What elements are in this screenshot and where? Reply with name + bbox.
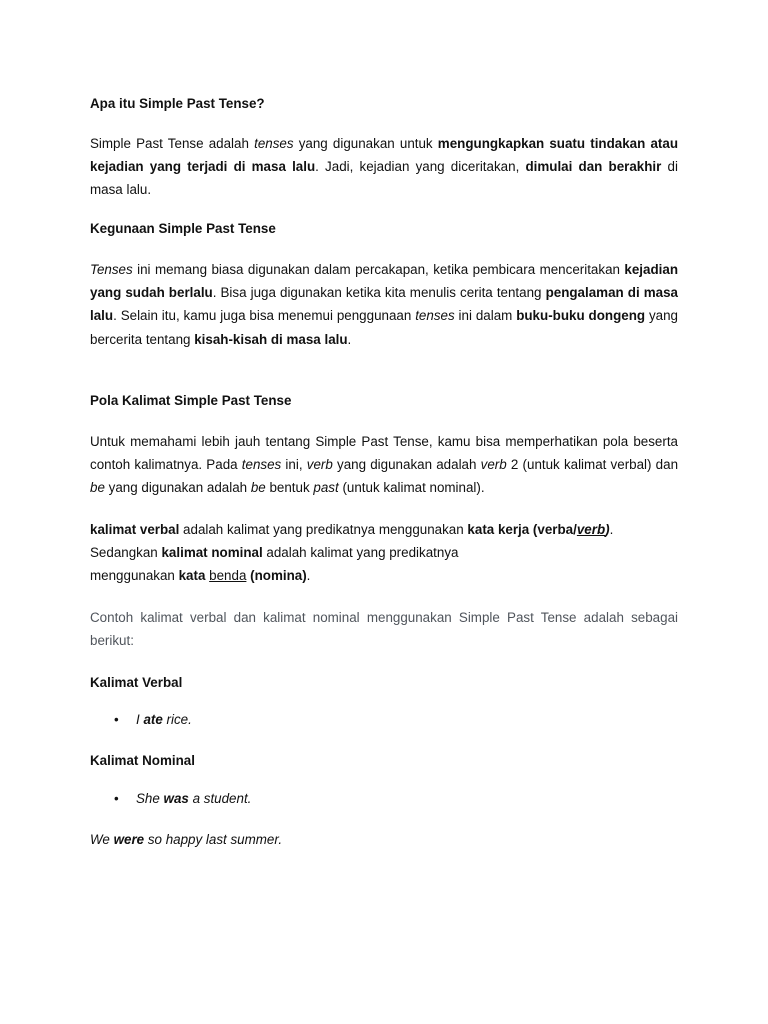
list-item — [90, 787, 678, 810]
text-run: yang digunakan untuk — [293, 136, 438, 151]
text-run: Tenses — [90, 262, 133, 277]
text-run: yang digunakan adalah — [104, 480, 251, 496]
text-run: di masa lalu — [90, 159, 678, 198]
text-line — [90, 518, 678, 541]
text-run: bentuk — [265, 480, 314, 496]
heading-kalimat-nominal: Kalimat Nominal — [90, 753, 195, 768]
text-run: be — [250, 480, 266, 496]
text-run: so happy last summer. — [144, 832, 283, 847]
text-run: menggunakan — [90, 568, 179, 584]
text-line — [90, 541, 678, 564]
text-run: ini dalam — [454, 308, 517, 324]
text-run: kata kerja (verba/ — [467, 522, 577, 537]
text-run: . — [147, 182, 152, 198]
text-run: 2 (untuk kalimat verbal) dan — [506, 457, 679, 473]
bullet-icon: • — [114, 791, 119, 806]
text-run: were — [113, 832, 145, 847]
text-run: mengungkapkan suatu tindakan atau kejadian yang terjadi di masa lalu — [90, 136, 678, 175]
text-run: rice. — [162, 712, 192, 727]
text-run: buku-buku dongeng — [516, 308, 646, 324]
text-run: . — [347, 331, 352, 347]
text-run: adalah kalimat yang predikatnya menggunakan — [179, 522, 468, 537]
heading-kalimat-verbal: Kalimat Verbal — [90, 675, 183, 690]
text-run: was — [163, 791, 189, 806]
paragraph-pola — [90, 430, 678, 500]
text-run: yang bercerita tentang — [90, 308, 678, 347]
text-run: ini, — [281, 457, 307, 473]
text-run: verb — [306, 457, 333, 473]
text-run: dimulai dan berakhir — [525, 159, 662, 175]
text-run: We — [90, 832, 114, 847]
paragraph-definition — [90, 132, 678, 202]
example-list-verbal — [90, 708, 678, 731]
text-run: . Jadi, kejadian yang diceritakan, — [315, 159, 526, 175]
text-run: yang digunakan adalah — [332, 457, 481, 473]
text-run: kalimat verbal — [90, 522, 180, 537]
text-run: (untuk kalimat nominal). — [338, 480, 485, 496]
text-run: . Bisa juga digunakan ketika kita menulis cerita tentang — [212, 285, 546, 301]
text-run: kisah-kisah di masa lalu — [194, 331, 348, 347]
text-run: kejadian yang sudah berlalu — [90, 262, 678, 301]
example-sentence-were — [90, 828, 678, 851]
text-run: Simple Past Tense adalah — [90, 136, 255, 151]
text-run: a student. — [188, 791, 252, 806]
text-run: ate — [143, 712, 163, 727]
text-run: adalah kalimat yang predikatnya — [262, 545, 459, 561]
text-run: verb — [480, 457, 507, 473]
list-item — [90, 708, 678, 731]
text-run: tenses — [254, 136, 294, 151]
text-run: . — [609, 522, 614, 537]
text-run: kalimat nominal — [161, 545, 263, 561]
text-run: Sedangkan — [90, 545, 162, 561]
text-run: ini memang biasa digunakan dalam percakapan, ketika pembicara menceritakan — [132, 262, 625, 277]
text-run: be — [90, 480, 105, 496]
example-list-nominal — [90, 787, 678, 810]
text-run: tenses — [241, 457, 282, 473]
text-run: past — [313, 480, 339, 496]
link-benda[interactable]: benda — [209, 568, 247, 584]
text-line — [90, 564, 678, 587]
paragraph-contoh-intro: Contoh kalimat verbal dan kalimat nominal menggunakan Simple Past Tense adalah sebagai berikut: — [90, 610, 678, 649]
heading-pola-kalimat: Pola Kalimat Simple Past Tense — [90, 393, 292, 408]
heading-apa-itu: Apa itu Simple Past Tense? — [90, 96, 265, 111]
text-run: kata — [178, 568, 206, 584]
text-run: tenses — [415, 308, 455, 324]
heading-kegunaan: Kegunaan Simple Past Tense — [90, 221, 276, 236]
text-run: I — [136, 712, 144, 727]
link-verb[interactable]: verb — [576, 522, 606, 537]
text-run: Untuk memahami lebih jauh tentang Simple Past Tense, kamu bisa memperhatikan pola beserta contoh kalimatnya. Pada — [90, 434, 678, 473]
text-run: pengalaman di masa lalu — [90, 285, 678, 324]
text-run: ) — [605, 522, 610, 537]
paragraph-kegunaan — [90, 258, 678, 351]
text-run: She — [136, 791, 164, 806]
paragraph-verbal-nominal — [90, 518, 678, 588]
text-run: . — [306, 568, 311, 584]
text-run: (nomina) — [246, 568, 307, 584]
text-run: . Selain itu, kamu juga bisa menemui penggunaan — [113, 308, 416, 324]
bullet-icon: • — [114, 712, 119, 727]
